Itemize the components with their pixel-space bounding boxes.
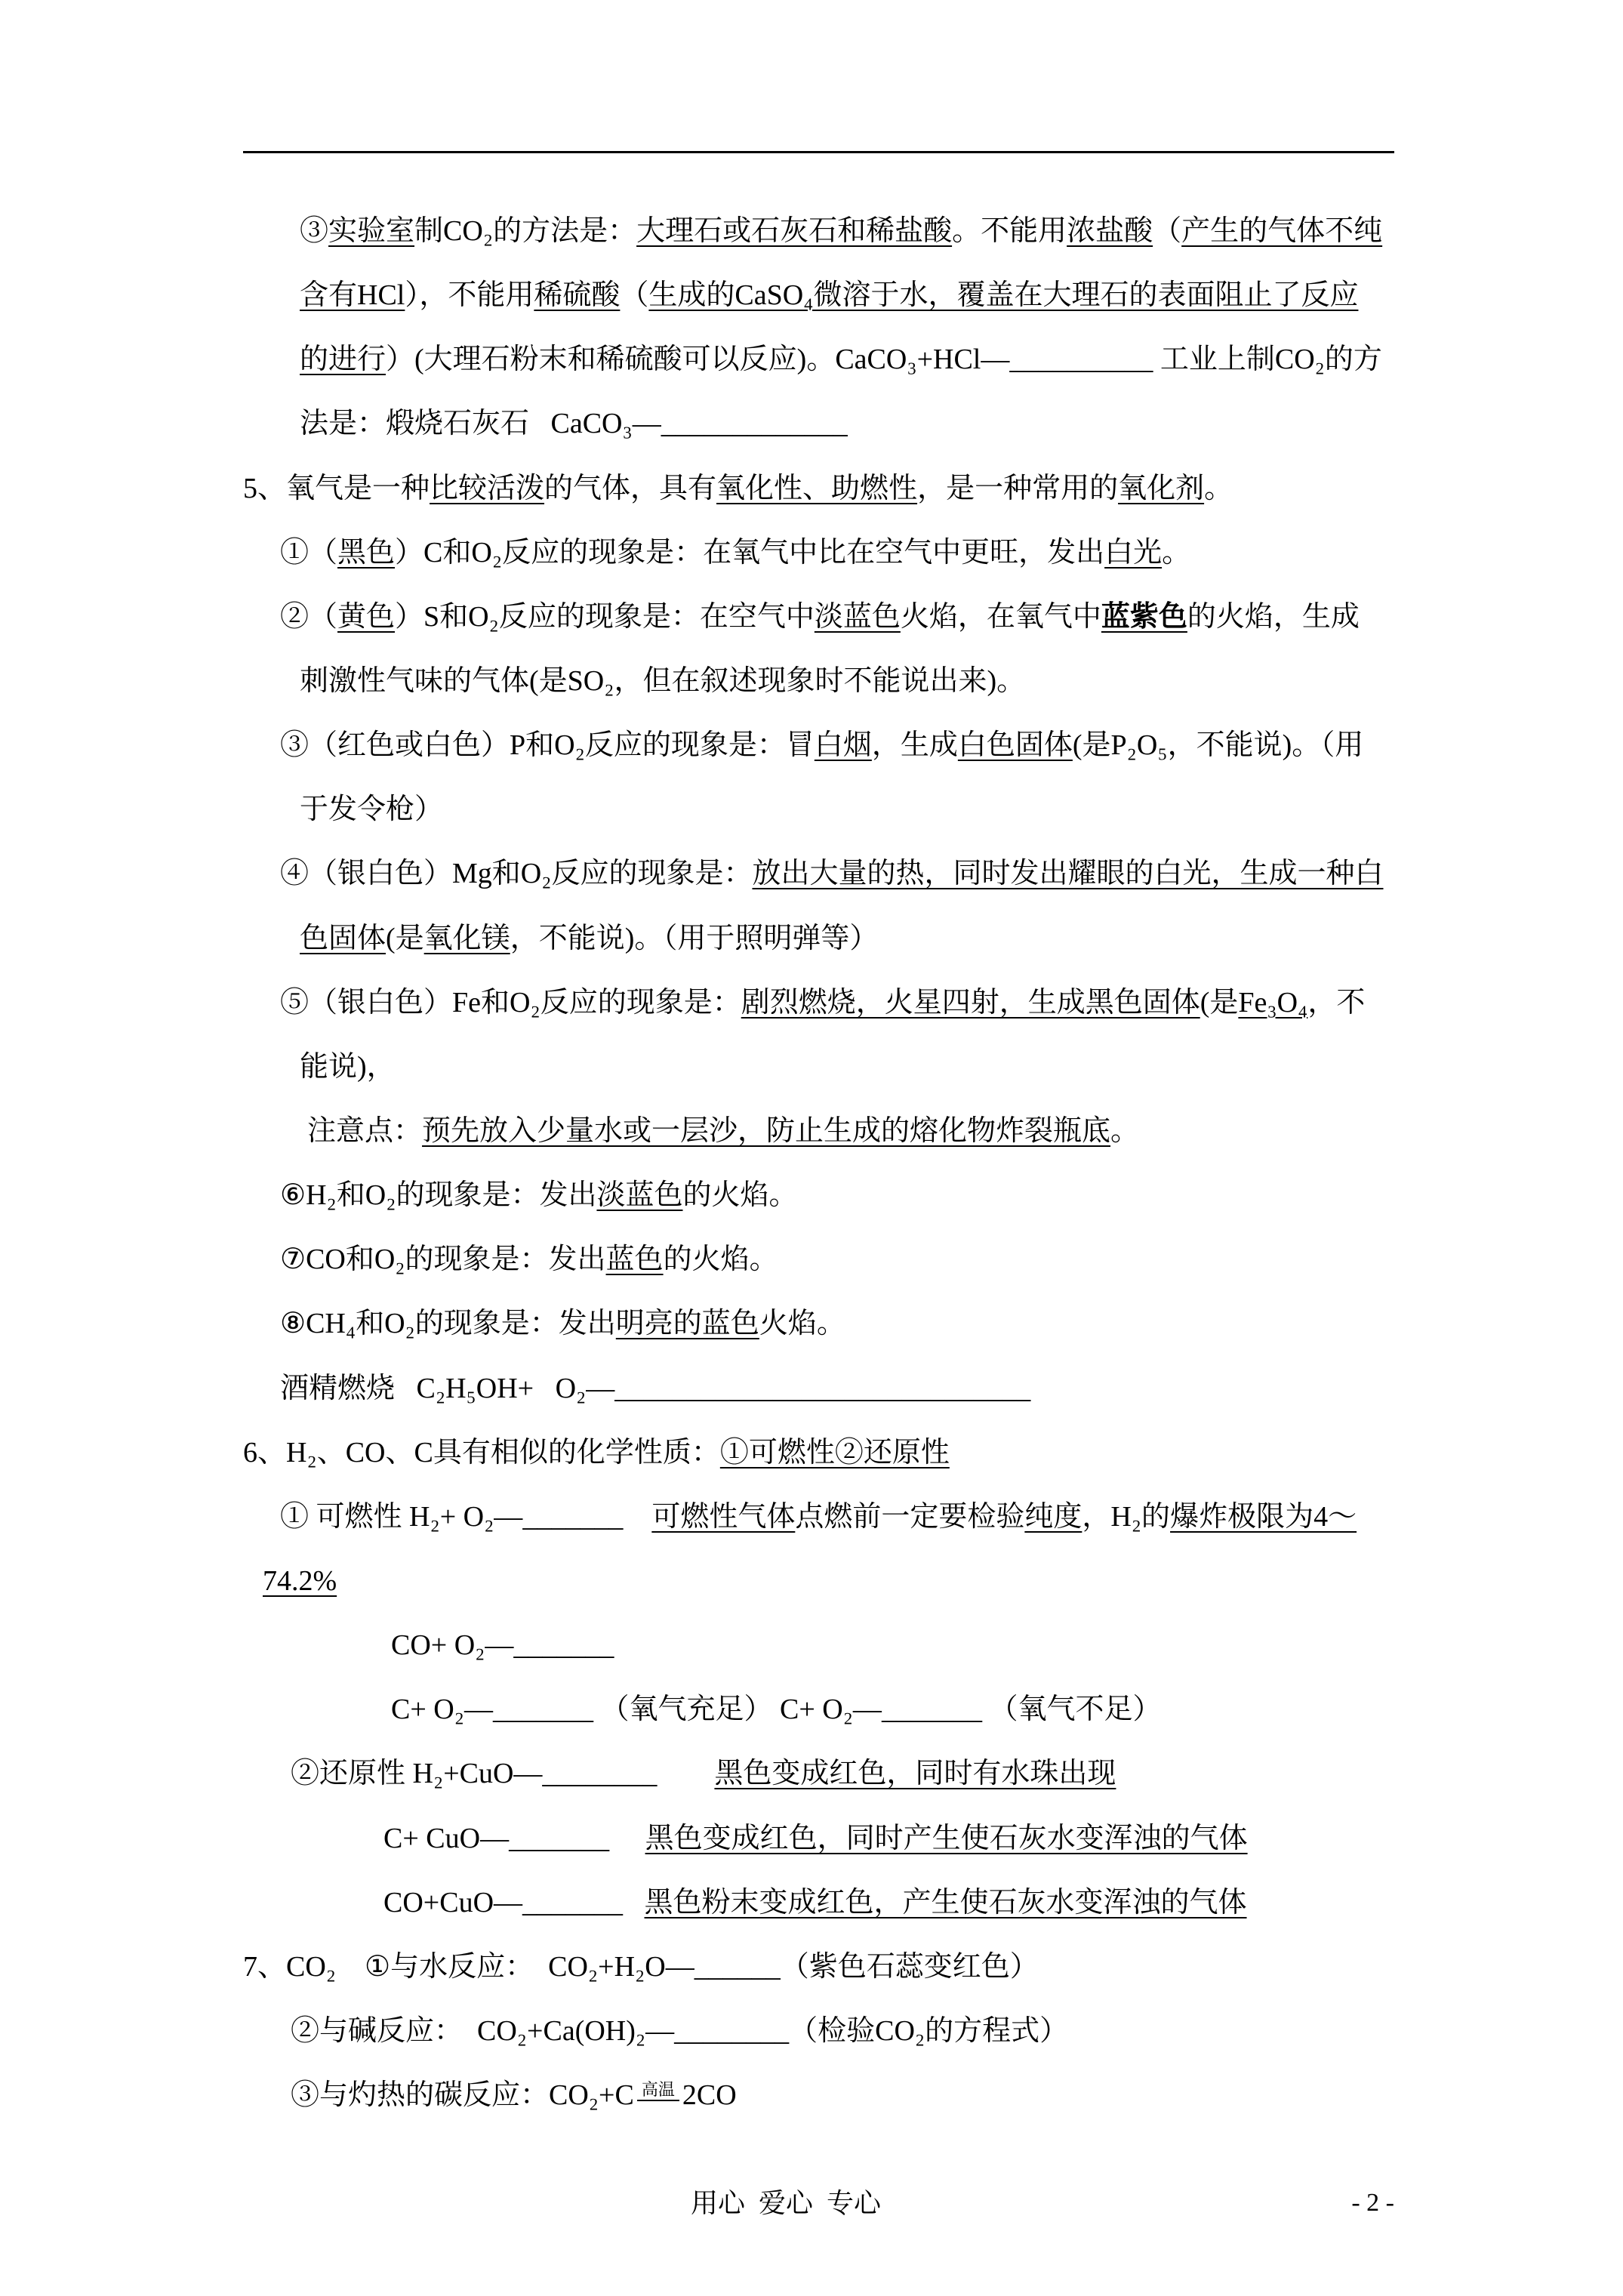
text-run: 刺激性气味的气体(是SO₂，但在叙述现象时不能说出来)。 [300, 664, 1026, 697]
underlined-text: 色固体 [300, 922, 387, 954]
underlined-text: 黄色 [337, 600, 396, 633]
text-run: 制CO₂的方法是： [414, 215, 637, 247]
reducibility-c-line [0, 1807, 1623, 1871]
sulfur-oxygen-reaction-line-1 [0, 585, 1623, 649]
underlined-text: 可燃性气体 [651, 1500, 796, 1533]
text-run: （ [1153, 215, 1182, 247]
co2-industrial-method-line [0, 392, 1623, 456]
sulfur-oxygen-reaction-line-2 [0, 649, 1623, 713]
answer-blank: _______ [522, 1500, 624, 1533]
text-run: ⑧CH₄和O₂的现象是：发出 [280, 1308, 616, 1340]
h2-co-c-properties-heading [0, 1421, 1623, 1485]
text-run: C+ O₂— [391, 1693, 493, 1726]
flammability-h2-line [0, 1485, 1623, 1549]
underlined-text: 74.2% [263, 1564, 337, 1597]
reducibility-h2-line [0, 1742, 1623, 1806]
text-run: ）C和O₂反应的现象是：在氧气中比在空气中更旺，发出 [395, 536, 1105, 569]
text-run: ⑤（银白色）Fe和O₂反应的现象是： [280, 986, 741, 1019]
text-run: 工业上制CO₂的方 [1153, 344, 1382, 376]
answer-blank: _______ [513, 1629, 614, 1662]
text-run: ）S和O₂反应的现象是：在空气中 [395, 600, 815, 633]
reducibility-co-line [0, 1871, 1623, 1935]
text-run: 法是：煅烧石灰石 CaCO₃— [300, 408, 661, 440]
text-run: ⑦CO和O₂的现象是：发出 [280, 1244, 606, 1276]
text-run: ①（ [280, 536, 338, 569]
underlined-text: 含有HCl [300, 279, 405, 312]
text-run: 火焰。 [759, 1308, 845, 1340]
underlined-text: 黑色粉末变成红色，产生使石灰水变浑浊的气体 [644, 1886, 1247, 1918]
iron-reaction-note-line [0, 1099, 1623, 1163]
text-run: CO+CuO— [383, 1886, 523, 1918]
text-run: (是 [1200, 986, 1239, 1019]
text-run [609, 1823, 645, 1854]
co2-lab-method-line-2 [0, 264, 1623, 328]
underlined-text: 白光 [1104, 536, 1163, 569]
underlined-text: 黑色 [337, 536, 396, 569]
underlined-text: 氧化镁 [423, 922, 510, 954]
reaction-condition: 高温 [637, 2082, 679, 2101]
text-run: 6、H₂、CO、C具有相似的化学性质： [243, 1436, 720, 1469]
co2-lab-method-line-1 [0, 199, 1623, 264]
co-oxygen-reaction-line [0, 1228, 1623, 1292]
text-run: ③与灼热的碳反应：CO₂+C [291, 2079, 634, 2112]
answer-blank: _______ [881, 1693, 982, 1726]
text-run: ⑥H₂和O₂的现象是：发出 [280, 1179, 597, 1212]
text-run: （氧气不足） [981, 1693, 1162, 1726]
answer-blank: __________ [1009, 344, 1153, 376]
underlined-text: 生成的CaSO₄微溶于水，覆盖在大理石的表面阻止了反应 [648, 279, 1359, 312]
hydrogen-oxygen-reaction-line [0, 1163, 1623, 1228]
underlined-text: 黑色变成红色，同时有水珠出现 [714, 1758, 1116, 1790]
text-run: ②（ [280, 600, 338, 633]
co2-water-reaction-heading [0, 1935, 1623, 1999]
underlined-text: 的进行 [300, 344, 387, 376]
text-run: ③（红色或白色）P和O₂反应的现象是：冒 [280, 729, 815, 762]
underlined-text: 明亮的蓝色 [615, 1308, 759, 1340]
oxygen-properties-heading [0, 457, 1623, 521]
co2-carbon-reaction-line [0, 2063, 1623, 2128]
text-run: ②与碱反应： CO₂+Ca(OH)₂— [291, 2014, 675, 2047]
text-run: 酒精燃烧 C₂H₅OH+ O₂— [280, 1372, 615, 1404]
text-run: C+ CuO— [383, 1822, 510, 1854]
text-run: ④（银白色）Mg和O₂反应的现象是： [280, 858, 753, 890]
text-run: 的气体，具有 [544, 472, 717, 504]
iron-oxygen-reaction-line-2 [0, 1035, 1623, 1099]
underlined-text: Fe₃O₄ [1238, 986, 1308, 1019]
underlined-text: 氧化性、助燃性 [716, 472, 918, 504]
text-run: ，不能说)。（用于照明弹等） [510, 922, 879, 954]
phosphorus-oxygen-reaction-line-1 [0, 713, 1623, 778]
text-run: ，生成 [871, 729, 958, 762]
text-run: 的火焰。 [682, 1179, 798, 1212]
text-run: 注意点： [307, 1114, 423, 1147]
underlined-text: 预先放入少量水或一层沙，防止生成的熔化物炸裂瓶底 [422, 1114, 1111, 1147]
carbon-combustion-line [0, 1678, 1623, 1742]
text-run: 7、CO₂ ①与水反应： CO₂+H₂O— [243, 1950, 694, 1983]
text-run: 的火焰。 [663, 1244, 778, 1276]
text-run: (是P₂O₅，不能说)。（用 [1072, 729, 1364, 762]
answer-blank: ________ [542, 1758, 658, 1790]
underlined-text: 白烟 [814, 729, 872, 762]
text-run: ③ [300, 215, 329, 247]
underlined-text: ①可燃性②还原性 [719, 1436, 950, 1469]
text-run: ，H₂的 [1082, 1500, 1171, 1533]
alcohol-combustion-line [0, 1357, 1623, 1421]
text-run [657, 1758, 714, 1789]
underlined-text: 蓝紫色 [1101, 600, 1187, 633]
underlined-text: 产生的气体不纯 [1181, 215, 1383, 247]
underlined-text: 纯度 [1024, 1500, 1083, 1533]
answer-blank: _______ [509, 1822, 610, 1854]
phosphorus-oxygen-reaction-line-2 [0, 778, 1623, 842]
magnesium-oxygen-reaction-line-2 [0, 907, 1623, 971]
text-run [623, 1887, 645, 1918]
text-run: 5、氧气是一种 [243, 472, 430, 504]
text-run [623, 1501, 651, 1533]
underlined-text: 大理石或石灰石和稀盐酸 [636, 215, 953, 247]
text-run: 于发令枪） [300, 794, 444, 826]
co2-lab-method-line-3 [0, 328, 1623, 392]
underlined-text: 爆炸极限为4～ [1170, 1500, 1357, 1533]
document-body [0, 199, 1623, 2128]
text-run: CO+ O₂— [391, 1629, 514, 1662]
text-run: （ [620, 279, 649, 312]
text-run: 。 [1110, 1114, 1140, 1147]
text-run: 能说)， [300, 1050, 396, 1083]
underlined-text: 蓝色 [605, 1244, 664, 1276]
text-run: （检验CO₂的方程式） [789, 2014, 1069, 2047]
text-run: （紫色石蕊变红色） [780, 1950, 1039, 1983]
underlined-text: 淡蓝色 [596, 1179, 683, 1212]
underlined-text: 稀硫酸 [534, 279, 621, 312]
text-run: ②还原性 H₂+CuO— [291, 1758, 543, 1790]
methane-oxygen-reaction-line [0, 1292, 1623, 1356]
co2-base-reaction-line [0, 1999, 1623, 2063]
text-run: ，不 [1307, 986, 1366, 1019]
page-number: - 2 - [1351, 2189, 1394, 2217]
text-run: 2CO [682, 2079, 737, 2112]
magnesium-oxygen-reaction-line-1 [0, 842, 1623, 906]
header-rule [243, 151, 1394, 153]
text-run: (是 [386, 922, 424, 954]
underlined-text: 剧烈燃烧，火星四射，生成黑色固体 [741, 986, 1200, 1019]
underlined-text: 白色固体 [957, 729, 1073, 762]
footer-motto: 用心 爱心 专心 [691, 2188, 882, 2218]
carbon-oxygen-reaction-line [0, 521, 1623, 585]
text-run: 。不能用 [952, 215, 1067, 247]
text-run: 。 [1204, 472, 1233, 504]
underlined-text: 实验室 [328, 215, 415, 247]
underlined-text: 淡蓝色 [814, 600, 901, 633]
text-run: 点燃前一定要检验 [795, 1500, 1025, 1533]
underlined-text: 黑色变成红色，同时产生使石灰水变浑浊的气体 [645, 1822, 1248, 1854]
underlined-text: 氧化剂 [1118, 472, 1205, 504]
answer-blank: ______ [694, 1950, 781, 1983]
text-run: 的火焰，生成 [1187, 600, 1360, 633]
text-run: 。 [1162, 536, 1191, 569]
text-run: ）(大理石粉末和稀硫酸可以反应)。CaCO₃+HCl— [386, 344, 1010, 376]
text-run: ），不能用 [405, 279, 534, 312]
iron-oxygen-reaction-line-1 [0, 971, 1623, 1035]
text-run: ，是一种常用的 [917, 472, 1119, 504]
underlined-text: 放出大量的热，同时发出耀眼的白光，生成一种白 [752, 858, 1384, 890]
answer-blank: _____________ [661, 408, 848, 440]
text-run: ① 可燃性 H₂+ O₂— [280, 1500, 523, 1533]
answer-blank: ________ [674, 2014, 790, 2047]
answer-blank: _______ [522, 1886, 624, 1918]
co-combustion-line [0, 1613, 1623, 1678]
explosion-limit-line [0, 1549, 1623, 1613]
answer-blank: _______ [492, 1693, 593, 1726]
underlined-text: 比较活泼 [430, 472, 545, 504]
underlined-text: 浓盐酸 [1067, 215, 1153, 247]
text-run: 火焰，在氧气中 [900, 600, 1101, 633]
text-run: （氧气充足） C+ O₂— [593, 1693, 882, 1726]
answer-blank: _____________________________ [614, 1372, 1031, 1404]
